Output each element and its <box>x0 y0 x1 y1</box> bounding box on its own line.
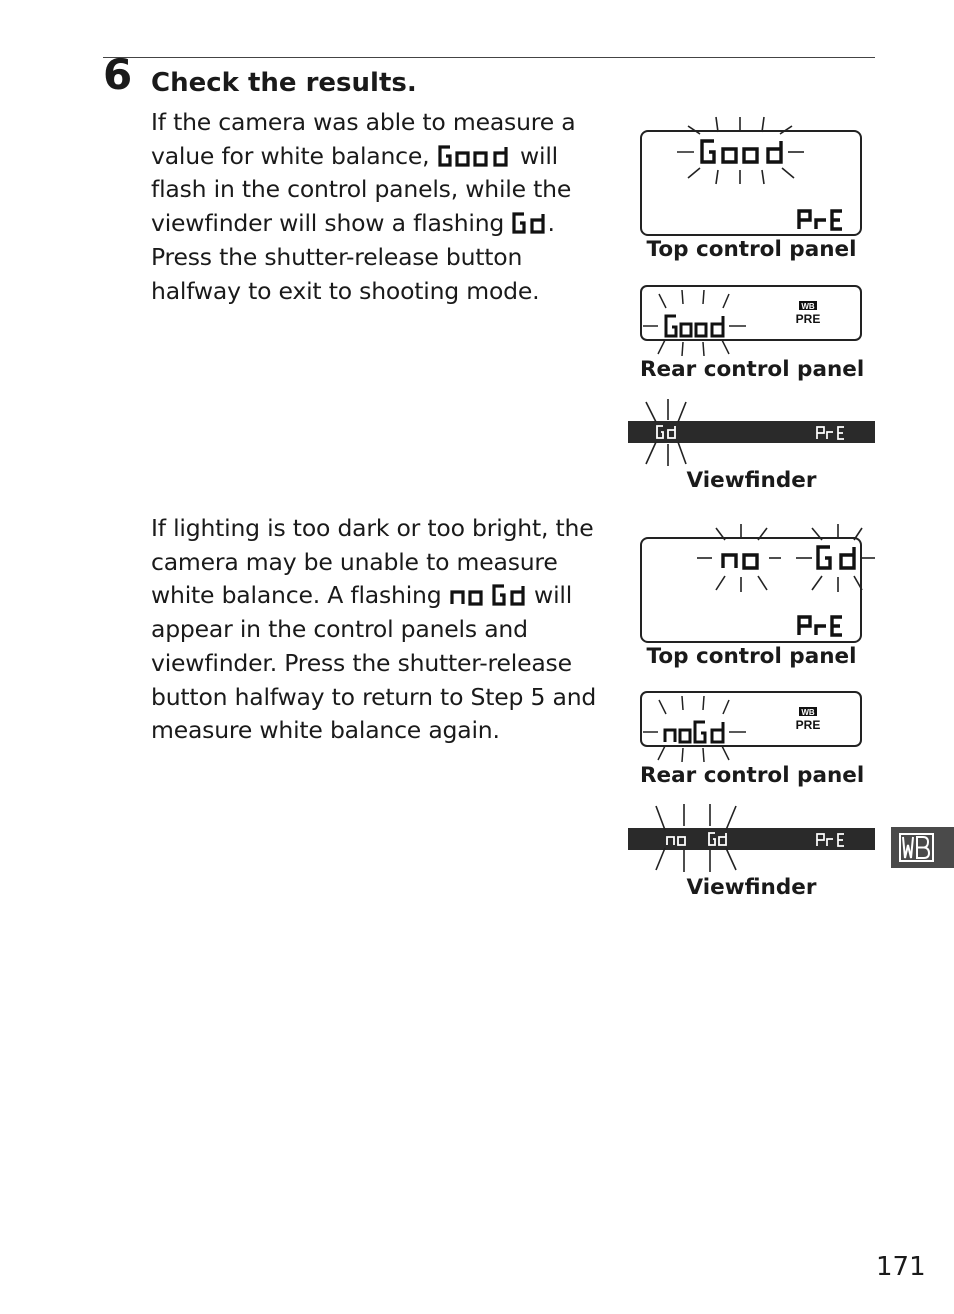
para1-text-1: If the camera was able to measure a value for white balance, <box>151 108 576 170</box>
wb-tab-icon <box>891 827 954 868</box>
step-title: Check the results. <box>151 68 417 98</box>
caption-viewfinder-good: Viewfinder <box>686 468 817 493</box>
top-control-panel-nogd-figure <box>630 518 880 648</box>
para1-text-2: will flash in the control panels, while the viewfinder will show a flashing <box>151 141 572 238</box>
para2-text-2: will appear in the control panels and viewfinder. Press the shutter-release button halfway to return to Step 5 and measure white balance again. <box>151 581 597 745</box>
caption-viewfinder-nogd: Viewfinder <box>686 875 817 900</box>
rear-control-panel-good-figure <box>630 284 880 359</box>
pre-badge-text: PRE <box>795 312 821 326</box>
paragraph-nogd-result <box>151 512 611 748</box>
paragraph-good-result <box>151 106 611 308</box>
wb-section-tab <box>891 827 954 868</box>
viewfinder-nogd-figure <box>628 802 876 872</box>
viewfinder-good-figure <box>628 396 876 466</box>
para1-text-3: . Press the shutter-release button halfway to exit to shooting mode. <box>151 209 555 305</box>
pre-badge-text-nogd: PRE <box>795 718 821 732</box>
caption-rear-panel-good: Rear control panel <box>640 357 865 382</box>
para2-text-1: If lighting is too dark or too bright, the camera may be unable to measure white balance. A flashing <box>151 514 594 610</box>
caption-top-panel-nogd: Top control panel <box>646 644 857 669</box>
rear-control-panel-nogd-figure <box>630 690 880 765</box>
lcd-gd-inline-icon <box>511 212 547 234</box>
wb-badge-text-nogd: WB <box>801 708 815 717</box>
caption-top-panel-good: Top control panel <box>646 237 857 262</box>
page-number: 171 <box>876 1252 926 1282</box>
wb-badge-text: WB <box>801 302 815 311</box>
step-number: 6 <box>103 50 133 99</box>
top-control-panel-good-figure <box>630 112 880 242</box>
top-rule <box>103 57 875 58</box>
lcd-nogd-inline-icon <box>449 584 527 606</box>
caption-rear-panel-nogd: Rear control panel <box>640 763 865 788</box>
lcd-good-inline-icon <box>437 145 513 167</box>
